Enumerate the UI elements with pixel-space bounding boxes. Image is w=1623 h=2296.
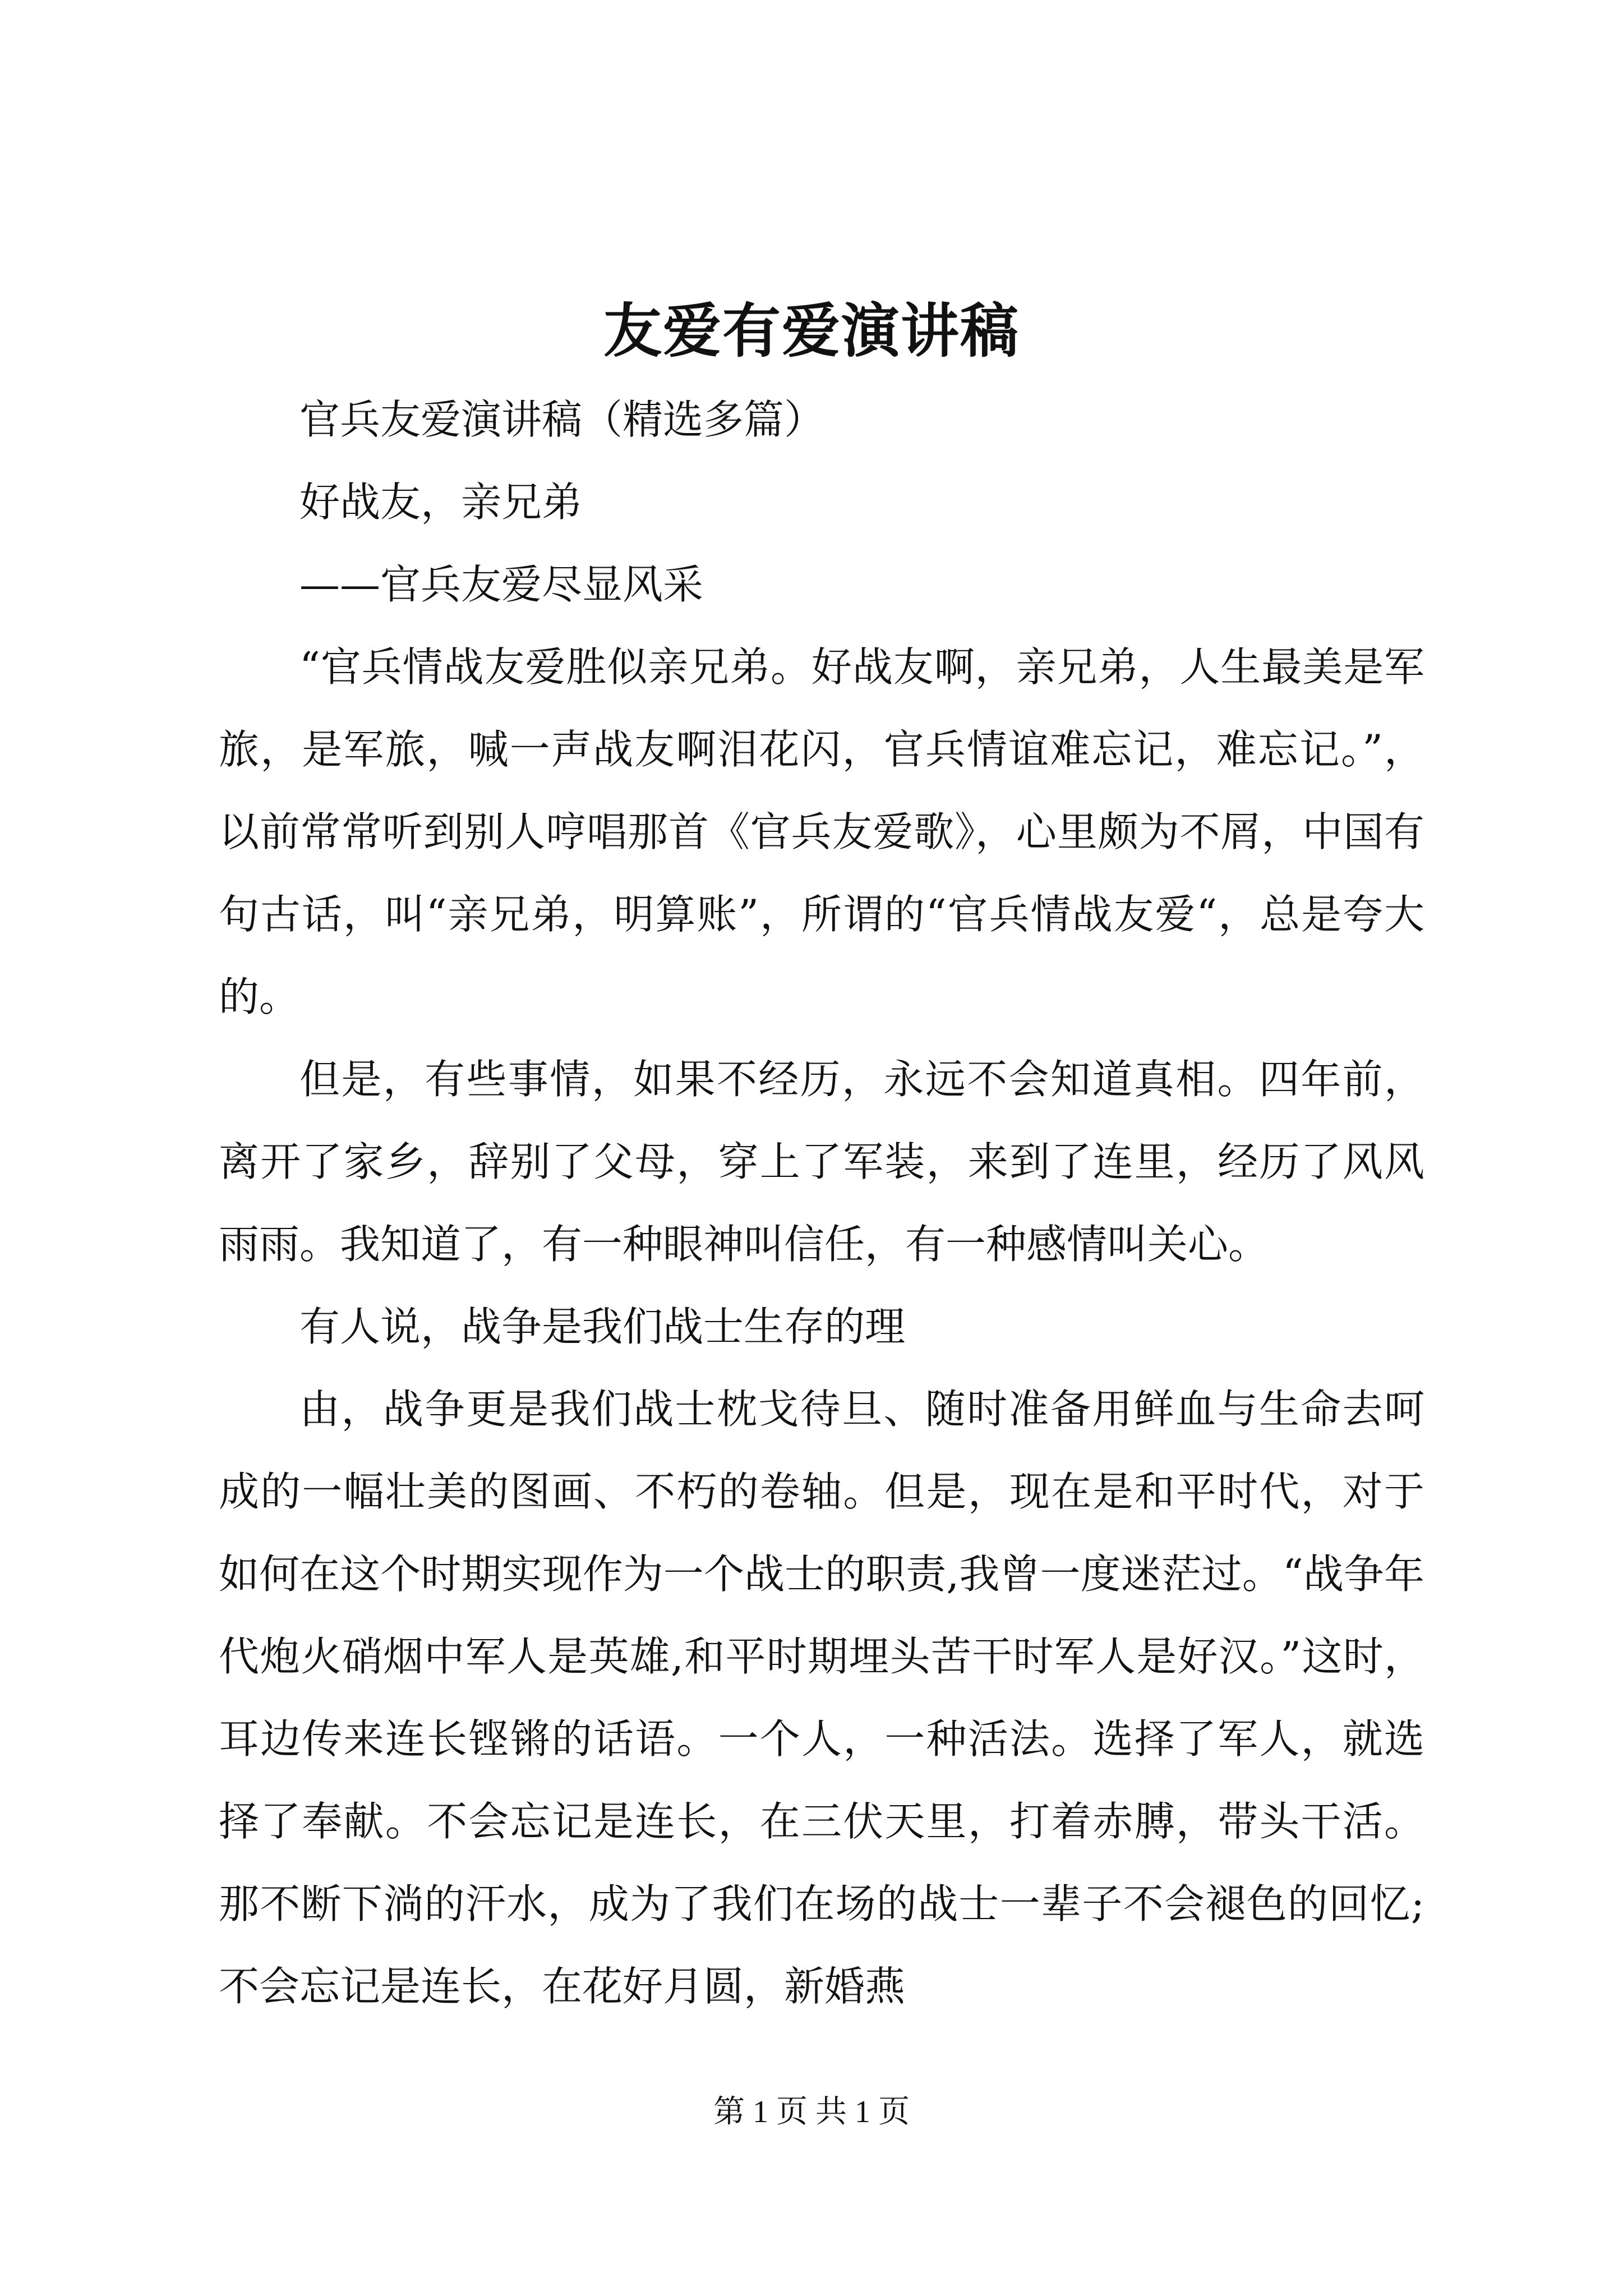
page-footer: 第 1 页 共 1 页 <box>713 2095 910 2129</box>
document-body <box>219 379 1424 2028</box>
document-title: 友爱有爱演讲稿 <box>603 296 1020 365</box>
paragraph-subtitle: 官兵友爱演讲稿（精选多篇） <box>299 396 825 443</box>
paragraph-experience: 但是，有些事情，如果不经历，永远不会知道真相。四年前，离开了家乡，辞别了父母，穿上了军装，来到了连里，经历了风风雨雨。我知道了，有一种眼神叫信任，有一种感情叫关心。 <box>219 1056 1424 1268</box>
paragraph-peacetime: 由，战争更是我们战士枕戈待旦、随时准备用鲜血与生命去呵成的一幅壮美的图画、不朽的卷轴。但是，现在是和平时代，对于如何在这个时期实现作为一个战士的职责,我曾一度迷茫过。“战争年代炮火硝烟中军人是英雄,和平时期埋头苦干时军人是好汉。”这时，耳边传来连长铿锵的话语。一个人，一种活法。选择了军人，就选择了奉献。不会忘记是连长，在三伏天里，打着赤膊，带头干活。那不断下淌的汗水，成为了我们在场的战士一辈子不会褪色的回忆; 不会忘记是连长，在花好月圆，新婚燕 <box>219 1386 1424 2010</box>
paragraph-war-reason: 有人说，战争是我们战士生存的理 <box>299 1303 906 1350</box>
paragraph-heading: 好战友，亲兄弟 <box>299 478 583 526</box>
paragraph-subheading: ——官兵友爱尽显风采 <box>299 561 704 608</box>
paragraph-song-quote: “官兵情战友爱胜似亲兄弟。好战友啊，亲兄弟，人生最美是军旅，是军旅，喊一声战友啊泪花闪，官兵情谊难忘记，难忘记。”，以前常常听到别人哼唱那首《官兵友爱歌》，心里颇为不屑，中国有句古话，叫“亲兄弟，明算账”，所谓的“官兵情战友爱“，总是夸大的。 <box>219 643 1424 1020</box>
